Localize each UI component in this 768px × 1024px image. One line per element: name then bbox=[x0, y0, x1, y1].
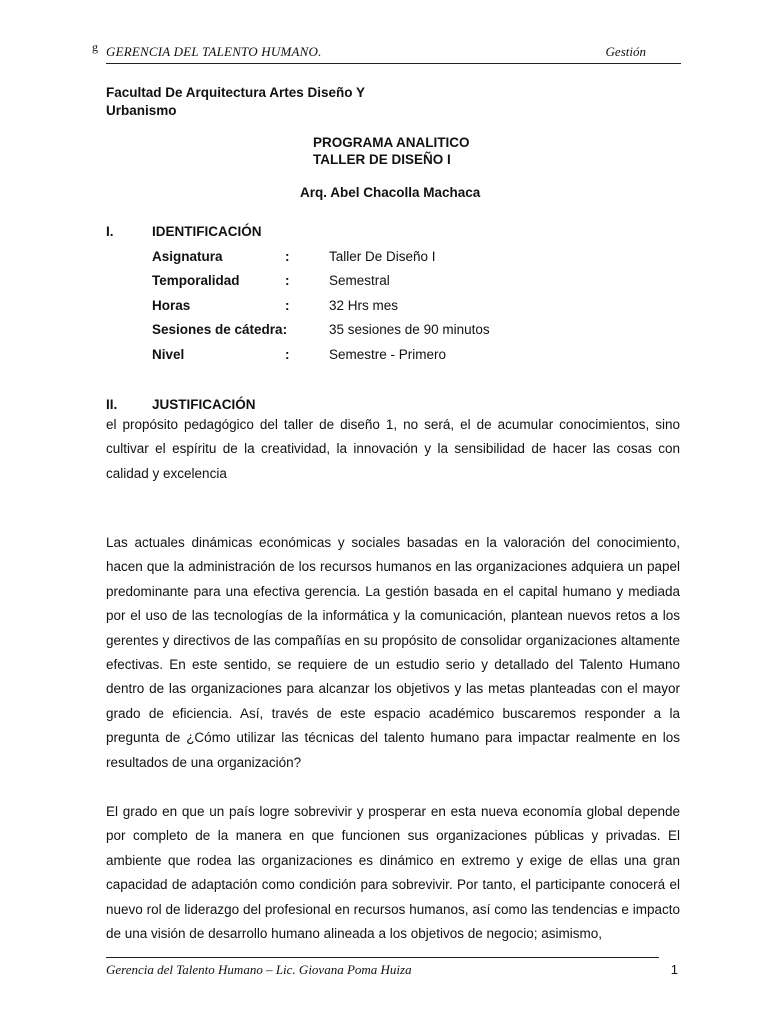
id-value: Semestre - Primero bbox=[329, 347, 447, 362]
section-2-number: II. bbox=[106, 397, 118, 412]
id-label: Horas bbox=[152, 298, 191, 313]
header-section: Gestión bbox=[605, 44, 646, 59]
program-subtitle: TALLER DE DISEÑO I bbox=[313, 152, 451, 167]
id-label: Asignatura bbox=[152, 249, 223, 264]
page-number: 1 bbox=[670, 962, 678, 977]
paragraph-context: Las actuales dinámicas económicas y sociales basadas en la valoración del conocimiento, hacen que la administración de los recursos humanos en las organizaciones adquiera un papel predominante para una efectiva gerencia. La gestión basada en el capital humano y mediada por el uso de las tecnologías de la informática y la comunicación, plantean nuevos retos a los gerentes y directivos de las compañías en su propósito de consolidar organizaciones altamente efectivas. En este sentido, se requiere de un estudio serio y detallado del Talento Humano dentro de las organizaciones para alcanzar los objetivos y las metas planteadas con el mayor grado de eficiencia. Así, través de este espacio académico buscaremos responder a la pregunta de ¿Cómo utilizar las técnicas del talento humano para impactar realmente en los resultados de una organización? bbox=[106, 535, 680, 770]
section-1-number: I. bbox=[106, 224, 114, 239]
id-label: Temporalidad bbox=[152, 273, 240, 288]
program-author: Arq. Abel Chacolla Machaca bbox=[300, 185, 481, 200]
paragraph-global-economy: El grado en que un país logre sobrevivir y prosperar en esta nueva economía global depende por completo de la manera en que funcionen sus organizaciones públicas y privadas. El ambiente que rodea las organizaciones es dinámico en extremo y exige de ellas una gran capacidad de adaptación como condición para sobrevivir. Por tanto, el participante conocerá el nuevo rol de liderazgo del profesional en recursos humanos, así como las tendencias e impacto de una visión de desarrollo humano alineada a los objetivos de negocio; asimismo, bbox=[106, 804, 680, 942]
id-value: Taller De Diseño I bbox=[329, 249, 436, 264]
id-value: 32 Hrs mes bbox=[329, 298, 399, 313]
footer-text: Gerencia del Talento Humano – Lic. Giovana Poma Huiza bbox=[106, 962, 412, 977]
footer-divider bbox=[106, 957, 659, 958]
id-value: Semestral bbox=[329, 273, 390, 288]
section-2-heading: JUSTIFICACIÓN bbox=[152, 397, 256, 412]
paragraph-purpose: el propósito pedagógico del taller de diseño 1, no será, el de acumular conocimientos, sino cultivar el espíritu de la creatividad, la innovación y la sensibilidad de hacer las cosas con calidad y excelencia bbox=[106, 417, 680, 481]
program-title: PROGRAMA ANALITICO bbox=[313, 135, 470, 150]
section-1-heading: IDENTIFICACIÓN bbox=[152, 224, 262, 239]
id-colon: : bbox=[285, 249, 290, 264]
header-mark: g bbox=[92, 40, 98, 54]
id-colon: : bbox=[285, 347, 290, 362]
header-title: GERENCIA DEL TALENTO HUMANO. bbox=[106, 44, 322, 59]
id-colon: : bbox=[285, 298, 290, 313]
id-value: 35 sesiones de 90 minutos bbox=[329, 322, 490, 337]
id-label: Nivel bbox=[152, 347, 185, 362]
faculty-line-1: Facultad De Arquitectura Artes Diseño Y bbox=[106, 85, 366, 100]
id-label: Sesiones de cátedra: bbox=[152, 322, 288, 337]
faculty-line-2: Urbanismo bbox=[106, 103, 177, 118]
id-colon: : bbox=[285, 273, 290, 288]
header-divider bbox=[106, 63, 681, 64]
